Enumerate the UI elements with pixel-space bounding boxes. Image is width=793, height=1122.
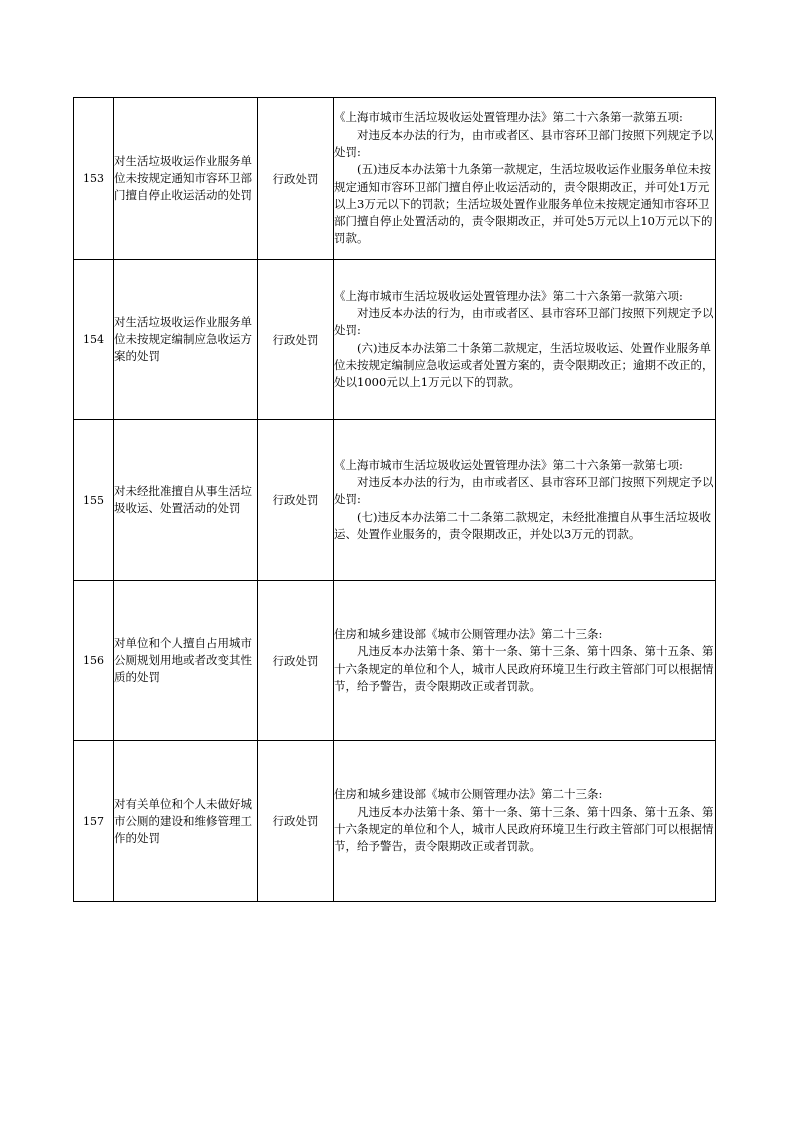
basis-clause: (五)违反本办法第十九条第一款规定，生活垃圾收运作业服务单位未按规定通知市容环卫部门擅自停止收运活动的，责令限期改正，并可处1万元以上3万元以下的罚款；生活垃圾处置作业服务单位未按规定通知市容环卫部门擅自停止处置活动的，责令限期改正，并可处5万元以上10万元以下的罚款。 bbox=[334, 162, 713, 246]
row-number: 155 bbox=[74, 420, 114, 581]
penalty-table bbox=[73, 97, 716, 902]
legal-basis bbox=[334, 741, 716, 902]
basis-clause: 对违反本办法的行为，由市或者区、县市容环卫部门按照下列规定予以处罚: bbox=[334, 475, 714, 507]
legal-basis bbox=[334, 581, 716, 741]
basis-clause: (六)违反本办法第二十条第二款规定，生活垃圾收运、处置作业服务单位未按规定编制应急收运或者处置方案的，责令限期改正；逾期不改正的，处以1000元以上1万元以下的罚款。 bbox=[334, 340, 714, 390]
basis-clause: 对违反本办法的行为，由市或者区、县市容环卫部门按照下列规定予以处罚: bbox=[334, 127, 714, 159]
basis-clause: (七)违反本办法第二十二条第二款规定，未经批准擅自从事生活垃圾收运、处置作业服务的，责令限期改正，并处以3万元的罚款。 bbox=[334, 509, 711, 541]
item-type: 行政处罚 bbox=[258, 420, 334, 581]
legal-basis bbox=[334, 420, 716, 581]
legal-basis bbox=[334, 260, 716, 420]
table-row bbox=[74, 741, 716, 902]
item-name: 对有关单位和个人未做好城市公厕的建设和维修管理工作的处罚 bbox=[114, 741, 258, 902]
row-number: 156 bbox=[74, 581, 114, 741]
item-name: 对生活垃圾收运作业服务单位未按规定编制应急收运方案的处罚 bbox=[114, 260, 258, 420]
table-row bbox=[74, 260, 716, 420]
basis-source: 住房和城乡建设部《城市公厕管理办法》第二十三条: bbox=[334, 787, 603, 802]
table-row bbox=[74, 420, 716, 581]
basis-source: 《上海市城市生活垃圾收运处置管理办法》第二十六条第一款第五项: bbox=[334, 110, 683, 125]
basis-source: 《上海市城市生活垃圾收运处置管理办法》第二十六条第一款第七项: bbox=[334, 457, 683, 472]
item-type: 行政处罚 bbox=[258, 741, 334, 902]
basis-clause: 对违反本办法的行为，由市或者区、县市容环卫部门按照下列规定予以处罚: bbox=[334, 305, 714, 338]
item-type: 行政处罚 bbox=[258, 98, 334, 260]
legal-basis bbox=[334, 98, 716, 260]
table-row bbox=[74, 98, 716, 260]
row-number: 157 bbox=[74, 741, 114, 902]
row-number: 153 bbox=[74, 98, 114, 260]
item-name: 对未经批准擅自从事生活垃圾收运、处置活动的处罚 bbox=[114, 420, 258, 581]
basis-clause: 凡违反本办法第十条、第十一条、第十三条、第十四条、第十五条、第十六条规定的单位和个人，城市人民政府环境卫生行政主管部门可以根据情节，给予警告，责令限期改正或者罚款。 bbox=[334, 644, 714, 693]
item-name: 对单位和个人擅自占用城市公厕规划用地或者改变其性质的处罚 bbox=[114, 581, 258, 741]
row-number: 154 bbox=[74, 260, 114, 420]
table-row bbox=[74, 581, 716, 741]
item-name: 对生活垃圾收运作业服务单位未按规定通知市容环卫部门擅自停止收运活动的处罚 bbox=[114, 98, 258, 260]
basis-source: 《上海市城市生活垃圾收运处置管理办法》第二十六条第一款第六项: bbox=[334, 288, 683, 303]
item-type: 行政处罚 bbox=[258, 260, 334, 420]
basis-source: 住房和城乡建设部《城市公厕管理办法》第二十三条: bbox=[334, 626, 603, 641]
item-type: 行政处罚 bbox=[258, 581, 334, 741]
basis-clause: 凡违反本办法第十条、第十一条、第十三条、第十四条、第十五条、第十六条规定的单位和个人，城市人民政府环境卫生行政主管部门可以根据情节，给予警告，责令限期改正或者罚款。 bbox=[334, 804, 714, 854]
